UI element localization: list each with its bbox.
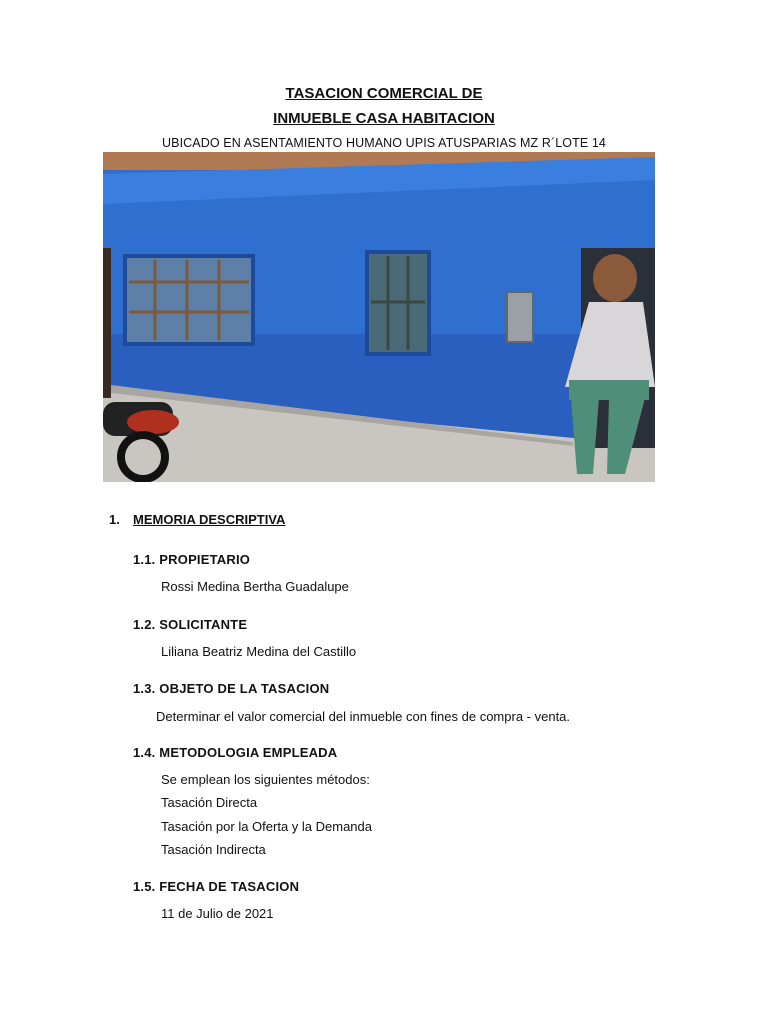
subsection-heading-date: 1.5. FECHA DE TASACION: [133, 879, 300, 894]
property-photo: [103, 152, 655, 482]
subsection-heading-objective: 1.3. OBJETO DE LA TASACION: [133, 681, 330, 696]
methodology-intro: Se emplean los siguientes métodos:: [161, 772, 370, 787]
methodology-item: Tasación Indirecta: [161, 842, 266, 857]
applicant-name: Liliana Beatriz Medina del Castillo: [161, 644, 357, 659]
methodology-item: Tasación por la Oferta y la Demanda: [161, 819, 372, 834]
property-location: UBICADO EN ASENTAMIENTO HUMANO UPIS ATUSPARIAS MZ R´LOTE 14: [162, 136, 606, 150]
subsection-heading-methodology: 1.4. METODOLOGIA EMPLEADA: [133, 745, 338, 760]
section-title: MEMORIA DESCRIPTIVA: [133, 512, 286, 527]
objective-text: Determinar el valor comercial del inmueble con fines de compra - venta.: [156, 709, 571, 724]
subsection-heading-owner: 1.1. PROPIETARIO: [133, 552, 251, 567]
owner-name: Rossi Medina Bertha Guadalupe: [161, 579, 349, 594]
document-title-line-1: TASACION COMERCIAL DE: [285, 85, 483, 102]
document-title-line-2: INMUEBLE CASA HABITACION: [273, 110, 495, 127]
section-number: 1.: [109, 512, 120, 527]
appraisal-date: 11 de Julio de 2021: [161, 906, 274, 921]
methodology-item: Tasación Directa: [161, 795, 258, 810]
subsection-heading-applicant: 1.2. SOLICITANTE: [133, 617, 248, 632]
